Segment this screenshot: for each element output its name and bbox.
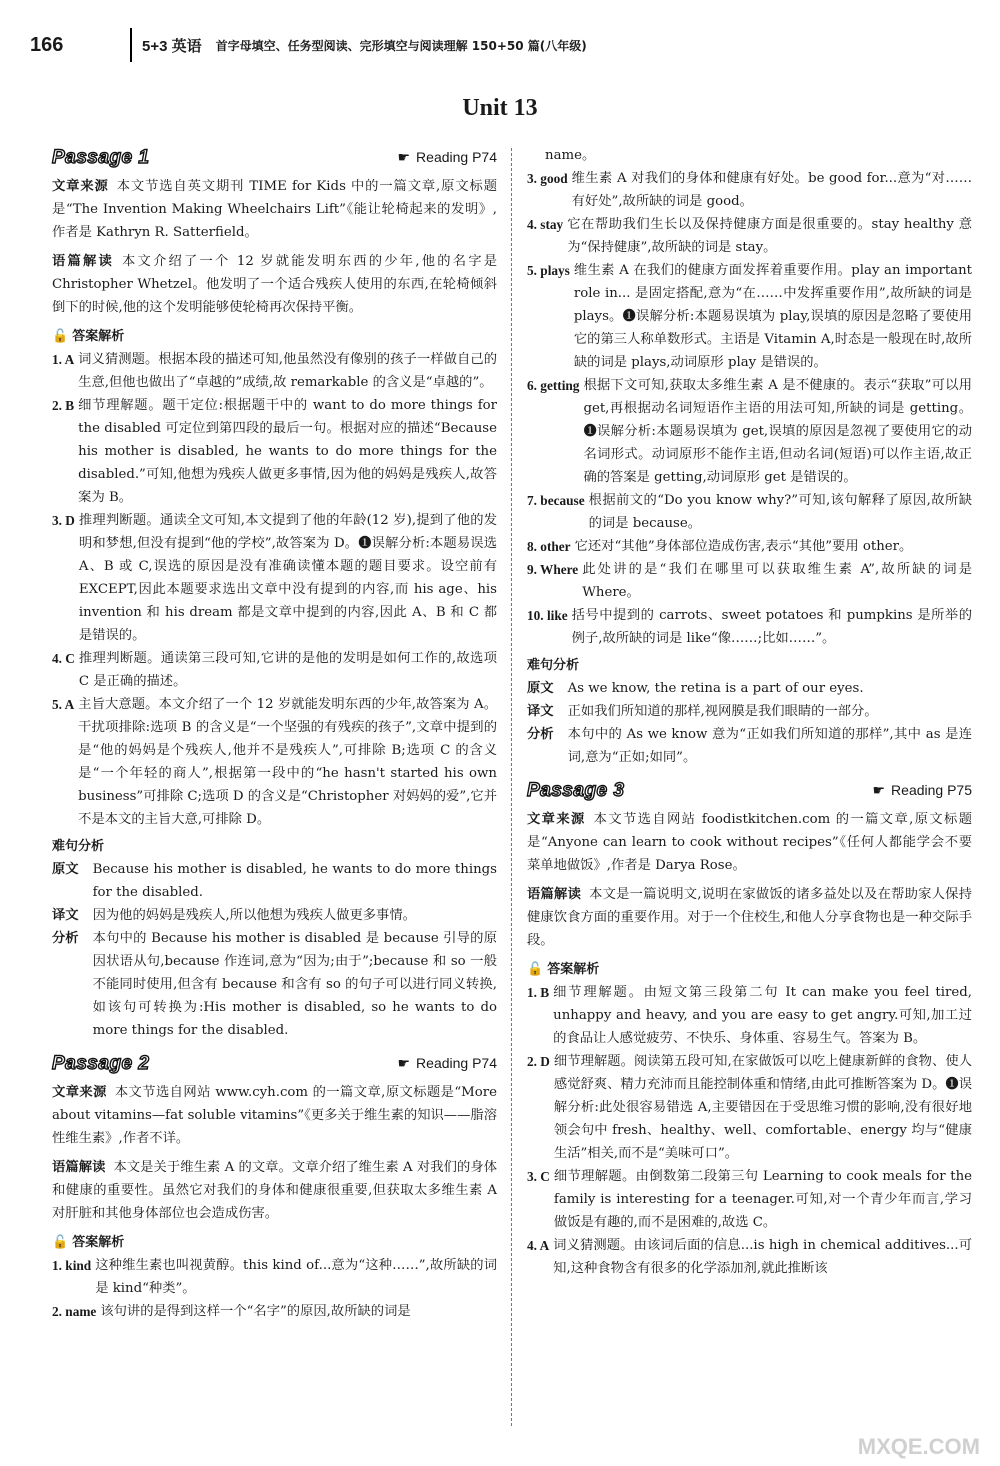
- source-label: 文章来源: [52, 1085, 107, 1100]
- pointing-hand-icon: ☛: [872, 782, 886, 798]
- source-block: [527, 808, 972, 877]
- answer-list: [52, 1254, 497, 1323]
- difficult-heading: 难句分析: [527, 658, 580, 673]
- answer-text: 主旨大意题。本文介绍了一个 12 岁就能发明东西的少年,故答案为 A。干扰项排除:选项 B 的含义是“一个坚强的有残疾的孩子”,文章中提到的是“他的妈妈是个残疾人,他并不是残疾人”,可排除 B;选项 C 的含义是“一个年轻的商人”,根据第一段中的“he hasn't started his own business”可排除 C;选项 D 的含义是“Christopher 对妈妈的爱”,它并不是本文的主旨大意,可排除 D。: [78, 697, 497, 827]
- source-block: [52, 1081, 497, 1150]
- page-header: [30, 28, 970, 62]
- unit-title: Unit 13: [462, 95, 538, 121]
- answer-number: 8. other: [527, 539, 571, 554]
- answers-heading: [52, 325, 497, 348]
- source-text: 本文节选自英文期刊 TIME for Kids 中的一篇文章,原文标题是“The Invention Making Wheelchairs Lift”《能让轮椅起来的发明》,作者是 Kathryn R. Satterfield。: [52, 179, 497, 240]
- answer-text: 该句讲的是得到这样一个“名字”的原因,故所缺的词是: [100, 1304, 411, 1319]
- answer-item: [527, 489, 972, 535]
- difficult-line: [527, 700, 972, 723]
- answer-item: [527, 167, 972, 213]
- answers-label: 答案解析: [547, 962, 600, 977]
- header-divider: [130, 28, 132, 62]
- difficult-value: 因为他的妈妈是残疾人,所以他想为残疾人做更多事情。: [92, 908, 416, 923]
- source-text: 本文节选自网站 foodistkitchen.com 的一篇文章,原文标题是“Anyone can learn to cook without recipes”《任何人都能学会不要菜单地做饭》,作者是 Darya Rose。: [527, 812, 972, 873]
- answers-label: 答案解析: [72, 1235, 125, 1250]
- passage-3-header: [527, 779, 972, 802]
- answer-item: [527, 374, 972, 489]
- difficult-value: 本句中的 Because his mother is disabled 是 because 引导的原因状语从句,because 作连词,意为“因为;由于”;because 和 so 一般不能同时使用,但含有 because 和含有 so 的句子可以进行同义转换,如该句可转换为:His mother is disabled, so he wants to do more things for the disabled.: [92, 931, 497, 1038]
- source-label: 文章来源: [52, 179, 109, 194]
- answer-number: 4. stay: [527, 217, 564, 232]
- difficult-key: 原文: [527, 681, 554, 696]
- passage-1-header: [52, 146, 497, 169]
- difficult-heading: 难句分析: [52, 839, 105, 854]
- reading-ref-text: Reading P75: [891, 782, 972, 798]
- answer-item: [52, 509, 497, 647]
- difficult-key: 分析: [52, 931, 79, 946]
- answer-item: [527, 1234, 972, 1280]
- answer-number: 3. good: [527, 171, 568, 186]
- difficult-line: [52, 927, 497, 1042]
- answer-number: 7. because: [527, 493, 585, 508]
- answer-text: 这种维生素也叫视黄醇。this kind of...意为“这种……”,故所缺的词是 kind“种类”。: [95, 1258, 497, 1296]
- answer-text: 细节理解题。由倒数第二段第三句 Learning to cook meals for the family is interesting for a teenager.可知,对一个青少年而言,学习做饭是有趣的,而不是困难的,故选 C。: [553, 1169, 972, 1230]
- difficult-key: 分析: [527, 727, 554, 742]
- summary-block: [52, 1156, 497, 1225]
- difficult-value: 正如我们所知道的那样,视网膜是我们眼睛的一部分。: [567, 704, 878, 719]
- answer-item: [527, 604, 972, 650]
- answer-number: 4. A: [527, 1238, 550, 1253]
- source-label: 文章来源: [527, 812, 586, 827]
- answer-number: 2. B: [52, 398, 75, 413]
- answer-text: 维生素 A 对我们的身体和健康有好处。be good for...意为“对……有好处”,故所缺的词是 good。: [571, 171, 972, 209]
- passage-2-title: Passage 2: [52, 1053, 150, 1074]
- answer-item: [527, 259, 972, 374]
- answer-number: 10. like: [527, 608, 568, 623]
- brand-logo: 5+3 英语: [142, 37, 202, 55]
- lock-icon: 🔓: [527, 962, 544, 977]
- answer-text: 词义猜测题。根据本段的描述可知,他虽然没有像别的孩子一样做自己的生意,但他也做出了“卓越的”成绩,故 remarkable 的含义是“卓越的”。: [78, 352, 497, 390]
- answer-list: [52, 348, 497, 831]
- difficult-value: Because his mother is disabled, he wants to do more things for the disabled.: [92, 862, 497, 900]
- difficult-line: [52, 858, 497, 904]
- answers-heading: [52, 1231, 497, 1254]
- watermark: MXQE.COM: [857, 1434, 980, 1459]
- right-column: [527, 144, 972, 1280]
- answer-number: 1. B: [527, 985, 550, 1000]
- passage-2-header: [52, 1052, 497, 1075]
- pointing-hand-icon: ☛: [397, 1055, 411, 1071]
- answer-number: 2. D: [527, 1054, 550, 1069]
- reading-ref-text: Reading P74: [416, 149, 497, 165]
- answer-item: [52, 1300, 497, 1323]
- difficult-list: [527, 677, 972, 769]
- answer-text: 它在帮助我们生长以及保持健康方面是很重要的。stay healthy 意为“保持健康”,故所缺的词是 stay。: [567, 217, 972, 255]
- reading-ref-text: Reading P74: [416, 1055, 497, 1071]
- answer-number: 3. D: [52, 513, 75, 528]
- summary-text: 本文介绍了一个 12 岁就能发明东西的少年,他的名字是 Christopher Whetzel。他发明了一个适合残疾人使用的东西,在轮椅倾斜倒下的时候,他的这个发明能够使轮椅再次保持平衡。: [52, 254, 497, 315]
- answer-text: 细节理解题。阅读第五段可知,在家做饭可以吃上健康新鲜的食物、使人感觉舒爽、精力充沛而且能控制体重和情绪,由此可推断答案为 D。❶误解分析:此处很容易错选 A,主要错因在于受思维习惯的影响,没有很好地领会句中 fresh、healthy、well、comfortable、energy 均与“健康生活”相关,而不是“美味可口”。: [553, 1054, 972, 1161]
- book-title: 首字母填空、任务型阅读、完形填空与阅读理解 150+50 篇(八年级): [215, 38, 587, 53]
- summary-label: 语篇解读: [527, 887, 582, 902]
- answer-text: 它还对“其他”身体部位造成伤害,表示“其他”要用 other。: [574, 539, 913, 554]
- answer-item: [52, 693, 497, 831]
- page-number: 166: [30, 33, 64, 56]
- difficult-key: 原文: [52, 862, 79, 877]
- answer-text: 推理判断题。通读全文可知,本文提到了他的年龄(12 岁),提到了他的发明和梦想,但没有提到“他的学校”,故答案为 D。❶误解分析:本题易误选 A、B 或 C,误选的原因是没有准确读懂本题的题目要求。设空前有 EXCEPT,因此本题要求选出文章中没有提到的内容,而 his age、his invention 和 his dream 都是文章中提到的内容,因此 A、B 和 C 都是错误的。: [78, 513, 497, 643]
- answer-number: 1. A: [52, 352, 75, 367]
- answer-number: 1. kind: [52, 1258, 92, 1273]
- answer-text: 细节理解题。题干定位:根据题干中的 want to do more things for the disabled 可定位到第四段的最后一句。根据对应的描述“Because his mother is disabled, he wants to do more things for the disabled.”可知,他想为残疾人做更多事情,因为他的妈妈是残疾人,故答案为 B。: [78, 398, 497, 505]
- reading-ref: [872, 779, 972, 802]
- summary-block: [527, 883, 972, 952]
- summary-label: 语篇解读: [52, 254, 114, 269]
- answer-number: 4. C: [52, 651, 75, 666]
- answer-text: 此处讲的是“我们在哪里可以获取维生素 A”,故所缺的词是 Where。: [582, 562, 972, 600]
- answers-heading: [527, 958, 972, 981]
- answer-text: 根据下文可知,获取太多维生素 A 是不健康的。表示“获取”可以用 get,再根据动名词短语作主语的用法可知,所缺的词是 getting。❶误解分析:本题易误填为 get,误填的原因是忽视了要使用它的动名词形式。动词原形不能作主语,但动名词(短语)可以作主语,故正确的答案是 getting,动词原形 get 是错误的。: [583, 378, 972, 485]
- difficult-value: As we know, the retina is a part of our eyes.: [567, 681, 864, 696]
- answer-item: [52, 348, 497, 394]
- answer-item: [52, 394, 497, 509]
- difficult-list: [52, 858, 497, 1042]
- difficult-line: [527, 723, 972, 769]
- summary-block: [52, 250, 497, 319]
- answer-text: 维生素 A 在我们的健康方面发挥着重要作用。play an important role in... 是固定搭配,意为“在……中发挥重要作用”,故所缺的词是 plays。❶误解分析:本题易误填为 play,误填的原因是忽略了要使用它的第三人称单数形式。主语是 Vitamin A,时态是一般现在时,故所缺的词是 plays,动词原形 play 是错误的。: [573, 263, 972, 370]
- answer-item: [527, 981, 972, 1050]
- lock-icon: 🔓: [52, 329, 69, 344]
- answer-item: [52, 1254, 497, 1300]
- reading-ref: [397, 146, 497, 169]
- answer-number: 5. A: [52, 697, 75, 712]
- answer-item: [527, 1165, 972, 1234]
- answer-item: [527, 558, 972, 604]
- answer-text: 细节理解题。由短文第三段第二句 It can make you feel tired, unhappy and heavy, and you are easy to get angry.可知,加工过的食品让人感觉疲劳、不快乐、身体重、容易生气。答案为 B。: [553, 985, 972, 1046]
- source-text: 本文节选自网站 www.cyh.com 的一篇文章,原文标题是“More about vitamins—fat soluble vitamins”《更多关于维生素的知识——脂溶性维生素》,作者不详。: [52, 1085, 497, 1146]
- difficult-key: 译文: [52, 908, 79, 923]
- answer-item: [527, 213, 972, 259]
- summary-text: 本文是一篇说明文,说明在家做饭的诸多益处以及在帮助家人保持健康饮食方面的重要作用。对于一个住校生,和他人分享食物也是一种交际手段。: [527, 887, 973, 948]
- answer-number: 9. Where: [527, 562, 579, 577]
- difficult-key: 译文: [527, 704, 554, 719]
- summary-text: 本文是关于维生素 A 的文章。文章介绍了维生素 A 对我们的身体和健康的重要性。虽然它对我们的身体和健康很重要,但获取太多维生素 A 对肝脏和其他身体部位也会造成伤害。: [52, 1160, 497, 1221]
- summary-label: 语篇解读: [52, 1160, 106, 1175]
- passage-1-title: Passage 1: [52, 147, 150, 168]
- answer-item: [52, 647, 497, 693]
- passage-3-title: Passage 3: [527, 780, 625, 801]
- answer-item: [527, 1050, 972, 1165]
- answer-item: [527, 535, 972, 558]
- lock-icon: 🔓: [52, 1235, 69, 1250]
- answer-number: 3. C: [527, 1169, 550, 1184]
- continued-text: name。: [545, 148, 596, 163]
- answer-text: 根据前文的“Do you know why?”可知,该句解释了原因,故所缺的词是 because。: [588, 493, 972, 531]
- pointing-hand-icon: ☛: [397, 149, 411, 165]
- answer-number: 5. plays: [527, 263, 570, 278]
- answers-label: 答案解析: [72, 329, 125, 344]
- difficult-value: 本句中的 As we know 意为“正如我们所知道的那样”,其中 as 是连词,意为“正如;如同”。: [567, 727, 972, 765]
- answer-number: 2. name: [52, 1304, 97, 1319]
- answer-text: 推理判断题。通读第三段可知,它讲的是他的发明是如何工作的,故选项 C 是正确的描述。: [78, 651, 497, 689]
- answer-text: 词义猜测题。由该词后面的信息...is high in chemical additives...可知,这种食物含有很多的化学添加剂,就此推断该: [553, 1238, 972, 1276]
- source-block: [52, 175, 497, 244]
- left-column: [52, 144, 497, 1323]
- answer-list: [527, 981, 972, 1280]
- difficult-line: [527, 677, 972, 700]
- answer-text: 括号中提到的 carrots、sweet potatoes 和 pumpkins 是所举的例子,故所缺的词是 like“像……;比如……”。: [571, 608, 972, 646]
- column-divider: [511, 148, 512, 1426]
- answer-list: [527, 167, 972, 650]
- answer-number: 6. getting: [527, 378, 580, 393]
- difficult-line: [52, 904, 497, 927]
- reading-ref: [397, 1052, 497, 1075]
